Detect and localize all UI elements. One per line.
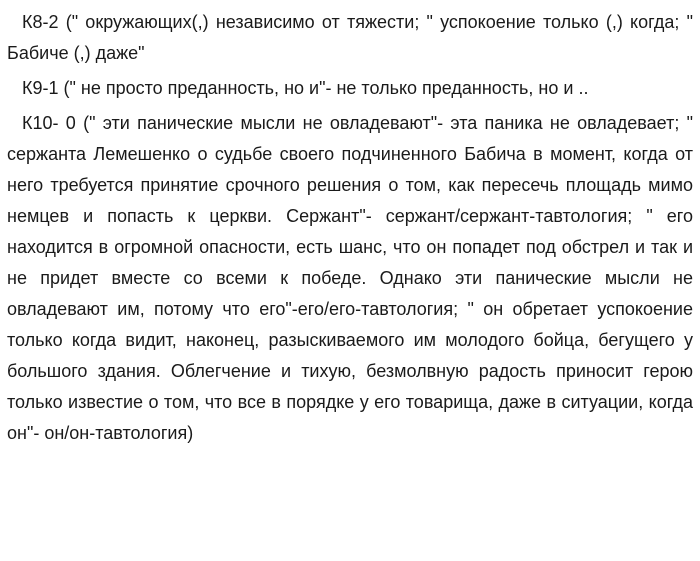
paragraph-k9-1: К9-1 (" не просто преданность, но и"- не только преданность, но и .. bbox=[22, 78, 589, 98]
paragraph-k10-0: К10- 0 (" эти панические мысли не овладевают"- эта паника не овладевает; " сержанта Лемешенко о судьбе своего подчиненного Бабича в момент, когда от него требуется принятие срочного решения о том, как пересечь площадь мимо немцев и попасть к церкви. Сержант"- сержант/сержант-тавтология; " его находится в огромной опасности, есть шанс, что он попадет под обстрел и так и не придет вместе со всеми к победе. Однако эти панические мысли не овладевают им, потому что его"-его/его-тавтология; " он обретает успокоение только когда видит, наконец, разыскиваемого им молодого бойца, бегущего у большого здания. Облегчение и тихую, безмолвную радость приносит герою только известие о том, что все в порядке у его товарища, даже в ситуации, когда он"- он/он-тавтология) bbox=[7, 113, 693, 443]
paragraph-k8-2: К8-2 (" окружающих(,) независимо от тяжести; " успокоение только (,) когда; " Бабиче (,) даже" bbox=[7, 12, 693, 63]
document-body bbox=[7, 7, 693, 449]
